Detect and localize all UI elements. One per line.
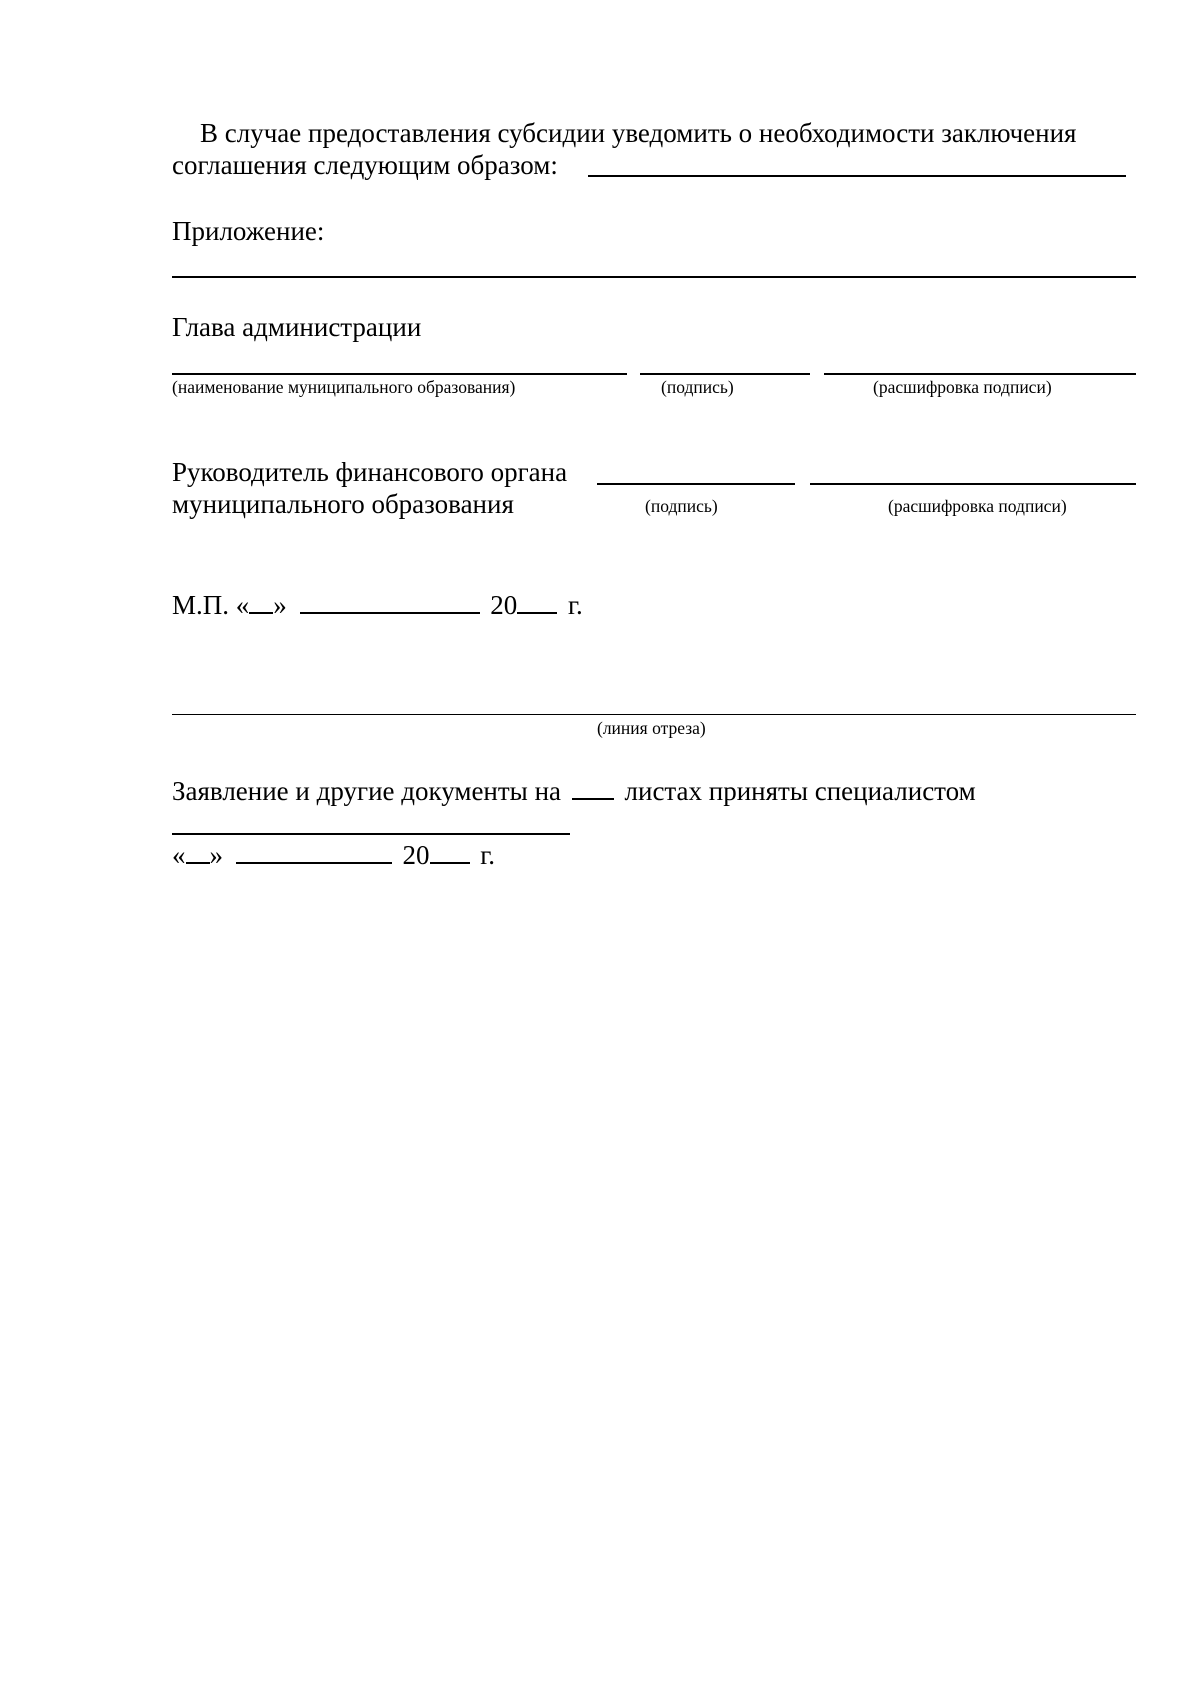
specialist-line[interactable] (172, 833, 570, 835)
receipt-year-blank[interactable] (430, 840, 470, 864)
stamp-month-blank[interactable] (300, 590, 480, 614)
notice-fill-line[interactable] (588, 175, 1126, 177)
receipt-line (172, 776, 976, 805)
head-admin-org-line[interactable] (172, 373, 627, 375)
mp-label: М.П. « (172, 590, 250, 620)
receipt-quote-open: « (172, 840, 186, 870)
finance-head-signature-line[interactable] (597, 483, 795, 485)
cut-line (172, 714, 1136, 715)
finance-caption-decoding: (расшифровка подписи) (888, 496, 1067, 516)
head-admin-decoding-line[interactable] (824, 373, 1136, 375)
caption-decoding: (расшифровка подписи) (873, 377, 1052, 397)
year-prefix: 20 (490, 590, 518, 620)
receipt-month-blank[interactable] (236, 840, 392, 864)
finance-head-decoding-line[interactable] (810, 483, 1136, 485)
receipt-year-prefix: 20 (402, 840, 430, 870)
receipt-text-before: Заявление и другие документы на (172, 776, 562, 806)
caption-signature: (подпись) (661, 377, 734, 397)
finance-caption-signature: (подпись) (645, 496, 718, 516)
quote-close: » (273, 590, 287, 620)
notice-line-2: соглашения следующим образом: (172, 150, 558, 180)
attachment-fill-line[interactable] (172, 276, 1136, 278)
stamp-date-line (172, 590, 583, 619)
cut-caption: (линия отреза) (597, 718, 706, 738)
head-admin-title: Глава администрации (172, 312, 422, 342)
receipt-date-line (172, 840, 495, 869)
finance-head-line-1: Руководитель финансового органа (172, 457, 568, 487)
receipt-quote-close: » (209, 840, 223, 870)
year-suffix: г. (568, 590, 583, 620)
sheets-count-blank[interactable] (572, 776, 614, 800)
stamp-year-blank[interactable] (517, 590, 557, 614)
receipt-text-after: листах приняты специалистом (624, 776, 976, 806)
stamp-day-blank[interactable] (249, 590, 273, 614)
notice-line-1: В случае предоставления субсидии уведомить о необходимости заключения (200, 118, 1077, 148)
finance-head-line-2: муниципального образования (172, 489, 514, 519)
attachment-label: Приложение: (172, 216, 325, 246)
receipt-year-suffix: г. (480, 840, 496, 870)
head-admin-signature-line[interactable] (640, 373, 810, 375)
receipt-day-blank[interactable] (186, 840, 210, 864)
caption-org-name: (наименование муниципального образования) (172, 377, 516, 397)
